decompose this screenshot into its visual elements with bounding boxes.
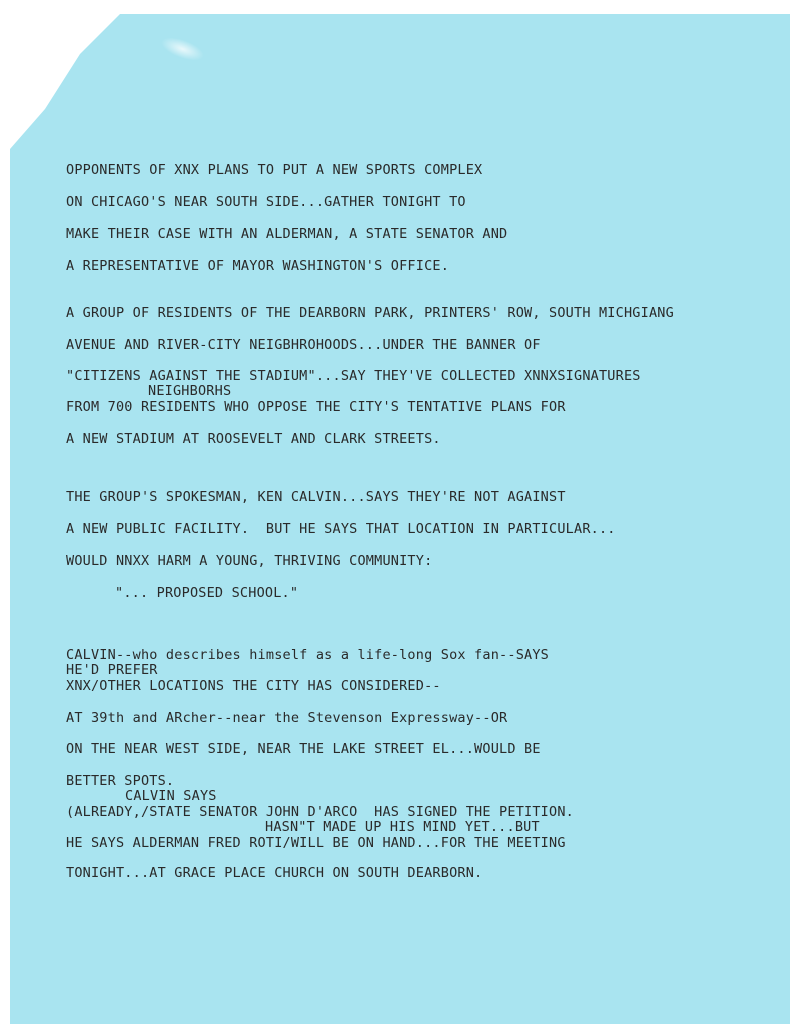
text-line-insert: HASN"T MADE UP HIS MIND YET...BUT (265, 819, 540, 835)
text-line: TONIGHT...AT GRACE PLACE CHURCH ON SOUTH DEARBORN. (66, 865, 483, 881)
text-line: AVENUE AND RIVER-CITY NEIGBHROHOODS...UNDER THE BANNER OF (66, 337, 541, 353)
text-line: A NEW STADIUM AT ROOSEVELT AND CLARK STREETS. (66, 431, 441, 447)
text-line-insert: CALVIN SAYS (125, 788, 217, 804)
text-line: WOULD NNXX HARM A YOUNG, THRIVING COMMUNITY: (66, 553, 433, 569)
text-line: "CITIZENS AGAINST THE STADIUM"...SAY THEY'VE COLLECTED XNNXSIGNATURES (66, 368, 641, 384)
text-line: AT 39th and ARcher--near the Stevenson Expressway--OR (66, 710, 508, 726)
text-line: HE SAYS ALDERMAN FRED ROTI/WILL BE ON HAND...FOR THE MEETING (66, 835, 566, 851)
text-line-insert: HE'D PREFER (66, 662, 158, 678)
text-line: THE GROUP'S SPOKESMAN, KEN CALVIN...SAYS THEY'RE NOT AGAINST (66, 489, 566, 505)
text-line: CALVIN--who describes himself as a life-long Sox fan--SAYS (66, 647, 550, 663)
text-line: A NEW PUBLIC FACILITY. BUT HE SAYS THAT LOCATION IN PARTICULAR... (66, 521, 616, 537)
text-line: BETTER SPOTS. (66, 773, 175, 789)
text-line: ON CHICAGO'S NEAR SOUTH SIDE...GATHER TONIGHT TO (66, 194, 466, 210)
text-line: OPPONENTS OF XNX PLANS TO PUT A NEW SPORTS COMPLEX (66, 162, 483, 178)
text-line: MAKE THEIR CASE WITH AN ALDERMAN, A STATE SENATOR AND (66, 226, 508, 242)
text-line: XNX/OTHER LOCATIONS THE CITY HAS CONSIDERED-- (66, 678, 441, 694)
quote-line: "... PROPOSED SCHOOL." (115, 585, 299, 601)
text-line: FROM 700 RESIDENTS WHO OPPOSE THE CITY'S TENTATIVE PLANS FOR (66, 399, 566, 415)
text-line: (ALREADY,/STATE SENATOR JOHN D'ARCO HAS SIGNED THE PETITION. (66, 804, 574, 820)
text-line: A REPRESENTATIVE OF MAYOR WASHINGTON'S OFFICE. (66, 258, 450, 274)
text-line: A GROUP OF RESIDENTS OF THE DEARBORN PARK, PRINTERS' ROW, SOUTH MICHGIANG (66, 305, 674, 321)
text-line-insert: NEIGHBORHS (148, 383, 232, 399)
text-line: ON THE NEAR WEST SIDE, NEAR THE LAKE STREET EL...WOULD BE (66, 741, 541, 757)
